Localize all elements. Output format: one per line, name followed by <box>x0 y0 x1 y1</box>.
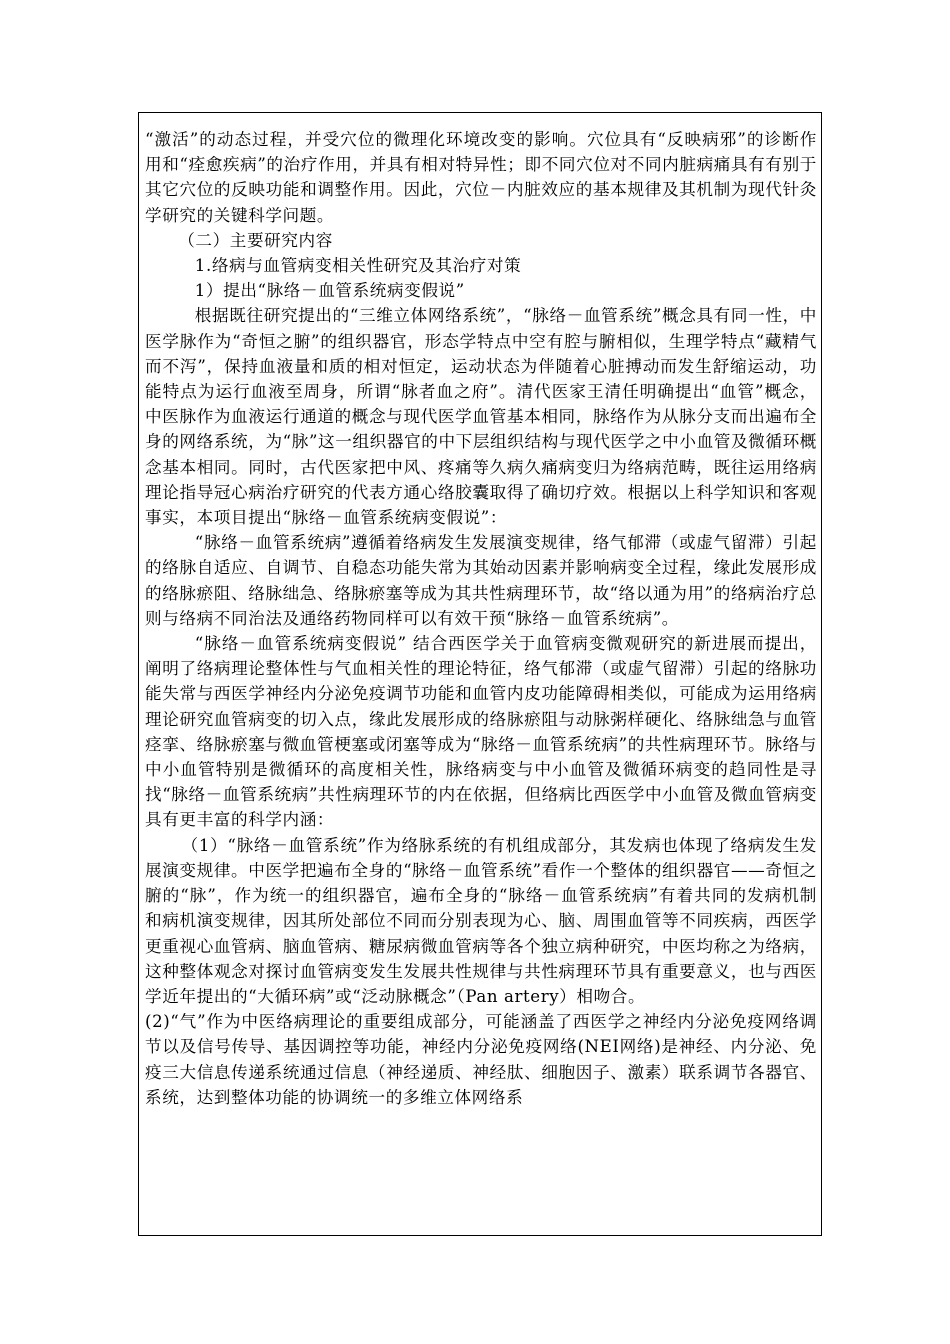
subsection-heading-collateral-disease: 1.络病与血管病变相关性研究及其治疗对策 <box>194 256 522 276</box>
paragraph-point-1: （1）“脉络－血管系统”作为络脉系统的有机组成部分，其发病也体现了络病发生发展演变规律。中医学把遍布全身的“脉络－血管系统”看作一个整体的组织器官——奇恒之腑的“脉”，作为统一的组织器官，遍布全身的“脉络－血管系统病”有着共同的发病机制和病机演变规律，因其所处部位不同而分别表现为心、脑、周围血管等不同疾病，西医学更重视心血管病、脑血管病、糖尿病微血管病等各个独立病种研究，中医均称之为络病，这种整体观念对探讨血管病变发生发展共性规律与共性病理环节具有重要意义，也与西医学近年提出的“大循环病”或“泛动脉概念”（Pan artery）相吻合。 <box>145 835 817 1006</box>
section-heading-main-research: （二）主要研究内容 <box>178 230 333 250</box>
paragraph-hypothesis-elaboration: “脉络－血管系统病变假说” 结合西医学关于血管病变微观研究的新进展而提出，阐明了络病理论整体性与气血相关性的理论特征，络气郁滞（或虚气留滞）引起的络脉功能失常与西医学神经内分泌免疫调节功能和血管内皮功能障碍相类似，可能成为运用络病理论研究血管病变的切入点，缘此发展形成的络脉瘀阻与动脉粥样硬化、络脉绌急与血管痉挛、络脉瘀塞与微血管梗塞或闭塞等成为“脉络－血管系统病”的共性病理环节。脉络与中小血管特别是微循环的高度相关性，脉络病变与中小血管及微循环病变的趋同性是寻找“脉络－血管系统病”共性病理环节的内在依据，但络病比西医学中小血管及微血管病变具有更丰富的科学内涵： <box>145 634 817 830</box>
paragraph-hypothesis-statement: “脉络－血管系统病”遵循着络病发生发展演变规律，络气郁滞（或虚气留滞）引起的络脉自适应、自调节、自稳态功能失常为其始动因素并影响病变全过程，缘此发展形成的络脉瘀阻、络脉绌急、络脉瘀塞等成为其共性病理环节，故“络以通为用”的络病治疗总则与络病不同治法及通络药物同样可以有效干预“脉络－血管系统病”。 <box>145 533 817 628</box>
document-body <box>145 127 817 1110</box>
paragraph-hypothesis-basis: 根据既往研究提出的“三维立体网络系统”，“脉络－血管系统”概念具有同一性，中医学脉作为“奇恒之腑”的组织器官，形态学特点中空有腔与腑相似，生理学特点“藏精气而不泻”，保持血液量和质的相对恒定，运动状态为伴随着心脏搏动而发生舒缩运动，功能特点为运行血液至周身，所谓“脉者血之府”。清代医家王清任明确提出“血管”概念，中医脉作为血液运行通道的概念与现代医学血管基本相同，脉络作为从脉分支而出遍布全身的网络系统，为“脉”这一组织器官的中下层组织结构与现代医学之中小血管及微循环概念基本相同。同时，古代医家把中风、疼痛等久病久痛病变归为络病范畴，既往运用络病理论指导冠心病治疗研究的代表方通心络胶囊取得了确切疗效。根据以上科学知识和客观事实，本项目提出“脉络－血管系统病变假说”： <box>145 306 817 528</box>
table-cell-frame <box>138 112 822 1236</box>
paragraph-point-2: (2)“气”作为中医络病理论的重要组成部分，可能涵盖了西医学之神经内分泌免疫网络调节以及信号传导、基因调控等功能，神经内分泌免疫网络(NEI网络)是神经、内分泌、免疫三大信息传递系统通过信息（神经递质、神经肽、细胞因子、激素）联系调节各器官、系统，达到整体功能的协调统一的多维立体网络系 <box>145 1012 817 1107</box>
paragraph-acupoint-intro: “激活”的动态过程，并受穴位的微理化环境改变的影响。穴位具有“反映病邪”的诊断作用和“痊愈疾病”的治疗作用，并具有相对特异性；即不同穴位对不同内脏病痛具有有别于其它穴位的反映功能和调整作用。因此，穴位－内脏效应的基本规律及其机制为现代针灸学研究的关键科学问题。 <box>145 130 817 225</box>
subsection-heading-hypothesis: 1）提出“脉络－血管系统病变假说” <box>194 281 465 301</box>
